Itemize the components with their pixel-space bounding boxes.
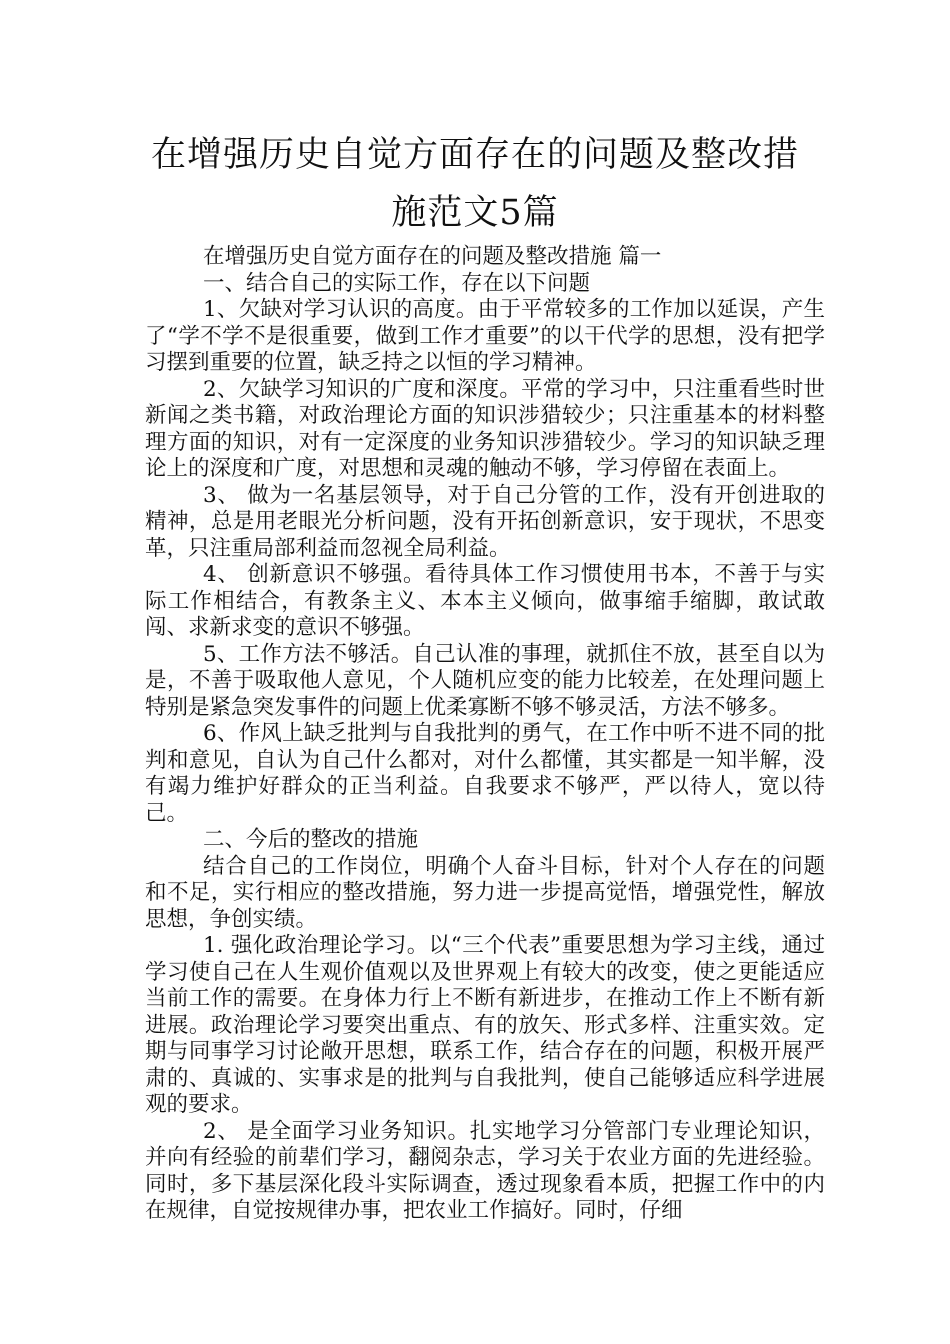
document-body [145,244,825,1225]
paragraph-problem-6: 6、作风上缺乏批判与自我批判的勇气，在工作中听不进不同的批判和意见，自认为自己什么都对，对什么都懂，其实都是一知半解，没有竭力维护好群众的正当利益。自我要求不够严，严以待人，宽以待己。 [145,721,825,826]
document-title [0,126,950,242]
paragraph-problem-5: 5、工作方法不够活。自己认准的事理，就抓住不放，甚至自以为是，不善于吸取他人意见，个人随机应变的能力比较差，在处理问题上特别是紧急突发事件的问题上优柔寡断不够不够灵活，方法不够多。 [145,641,825,720]
paragraph-problem-1: 1、欠缺对学习认识的高度。由于平常较多的工作加以延误，产生了“学不学不是很重要，做到工作才重要”的以干代学的思想，没有把学习摆到重要的位置，缺乏持之以恒的学习精神。 [145,297,825,375]
paragraph-measures-intro: 结合自己的工作岗位，明确个人奋斗目标，针对个人存在的问题和不足，实行相应的整改措施，努力进一步提高觉悟，增强党性，解放思想，争创实绩。 [145,853,825,932]
section-heading-problems: 一、结合自己的实际工作，存在以下问题 [203,270,591,296]
paragraph-measure-1: 1. 强化政治理论学习。以“三个代表”重要思想为学习主线，通过学习使自己在人生观价值观以及世界观上有较大的改变，使之更能适应当前工作的需要。在身体力行上不断有新进步，在推动工作上不断有新进展。政治理论学习要突出重点、有的放矢、形式多样、注重实效。定期与同事学习讨论敞开思想，联系工作，结合存在的问题，积极开展严肃的、真诚的、实事求是的批判与自我批判，使自己能够适应科学进展观的要求。 [145,933,825,1117]
section-heading-part1: 在增强历史自觉方面存在的问题及整改措施 篇一 [203,244,662,269]
title-line-2: 施范文5篇 [391,193,559,233]
paragraph-problem-4: 4、 创新意识不够强。看待具体工作习惯使用书本，不善于与实际工作相结合，有教条主义、本本主义倾向，做事缩手缩脚，敢试敢闯、求新求变的意识不够强。 [145,562,825,640]
paragraph-problem-2: 2、欠缺学习知识的广度和深度。平常的学习中，只注重看些时世新闻之类书籍，对政治理论方面的知识涉猎较少；只注重基本的材料整理方面的知识，对有一定深度的业务知识涉猎较少。学习的知识缺乏理论上的深度和广度，对思想和灵魂的触动不够，学习停留在表面上。 [145,376,825,481]
title-line-1: 在增强历史自觉方面存在的问题及整改措 [150,135,799,175]
section-heading-measures: 二、今后的整改的措施 [203,827,419,852]
paragraph-problem-3: 3、 做为一名基层领导，对于自己分管的工作，没有开创进取的精神，总是用老眼光分析问题，没有开拓创新意识，安于现状，不思变革，只注重局部利益而忽视全局利益。 [145,482,825,561]
paragraph-measure-2: 2、 是全面学习业务知识。扎实地学习分管部门专业理论知识，并向有经验的前辈们学习，翻阅杂志，学习关于农业方面的先进经验。同时，多下基层深化段斗实际调查，透过现象看本质，把握工作中的内在规律，自觉按规律办事，把农业工作搞好。同时，仔细 [145,1118,825,1223]
